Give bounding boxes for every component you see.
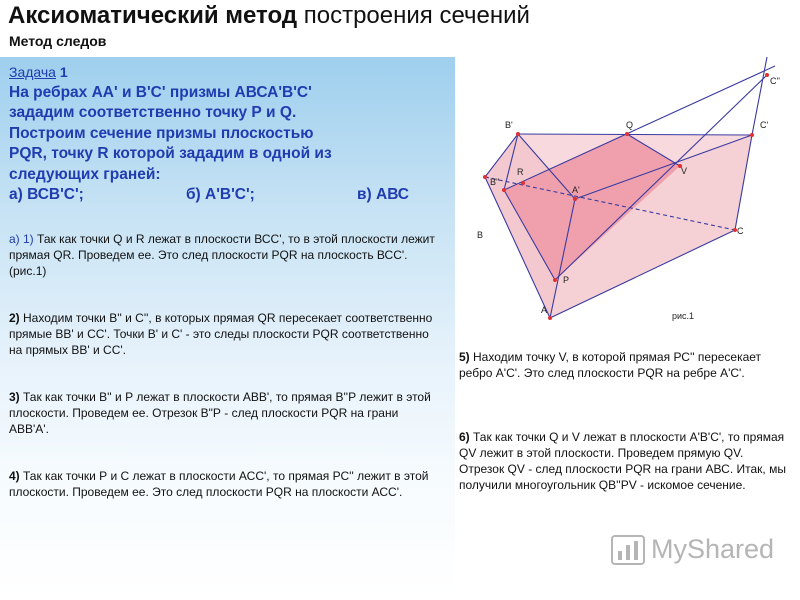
step-6: 6) Так как точки Q и V лежат в плоскости А'В'С', то прямая QV лежит в этой плоскости. Проведем прямую QV. Отрезок QV - след плоскости PQR на грани АВС. Итак, мы получили многоугольник QB''PV - искомое сечение. <box>459 430 786 492</box>
page-subtitle: Метод следов <box>9 33 107 49</box>
step-1: а) 1) Так как точки Q и R лежат в плоскости ВСС', то в этой плоскости лежит прямая QR. Проведем ее. Это след плоскости PQR на плоскость ВСС'. (рис.1) <box>9 232 435 278</box>
option-a: а) ВСВ'С'; <box>9 186 84 203</box>
watermark-logo-icon <box>611 535 645 565</box>
option-c: в) АВС <box>357 186 409 203</box>
task-options <box>9 185 409 206</box>
label-p: P <box>563 275 570 285</box>
point-cp <box>750 133 754 137</box>
point-a <box>548 316 552 320</box>
option-b: б) А'В'С'; <box>185 186 255 203</box>
label-ap: A' <box>572 185 580 195</box>
page-title: Аксиоматический метод построения сечений <box>8 2 530 29</box>
label-bp: B' <box>505 120 513 130</box>
task-statement: Задача 1 На ребрах АА' и В'С' призмы АВСА'В'С' зададим соответственно точку Р и Q. Построим сечение призмы плоскостью PQR, точку R которой зададим в одной из следующих граней: а) ВСВ'С'; б) А'В'С'; в) АВС <box>9 62 449 206</box>
point-ap <box>573 197 577 201</box>
label-q: Q <box>626 120 634 130</box>
watermark <box>611 534 774 565</box>
label-c: C <box>737 226 744 236</box>
point-p <box>553 278 557 282</box>
step-3: 3) Так как точки В'' и Р лежат в плоскости АВВ', то прямая В''Р лежит в этой плоскости. Проведем ее. Отрезок В"Р - след плоскости PQR на грани АВВ'А'. <box>9 390 431 436</box>
label-cpp: C'' <box>770 76 780 86</box>
point-q <box>625 132 629 136</box>
task-line: зададим соответственно точку Р и Q. <box>9 104 297 121</box>
label-v: V <box>681 166 688 176</box>
watermark-text: MyShared <box>651 534 775 564</box>
label-r: R <box>517 167 524 177</box>
task-line: следующих граней: <box>9 165 161 183</box>
label-bpp: B'' <box>490 177 500 187</box>
label-a: A <box>541 305 548 315</box>
point-b <box>483 175 487 179</box>
label-b: B <box>477 230 484 240</box>
task-line: Построим сечение призмы плоскостью <box>9 124 314 142</box>
step-4: 4) Так как точки Р и С лежат в плоскости АСС', то прямая РС'' лежит в этой плоскости. Проведем ее. Это след плоскости PQR на плоскости АСС'. <box>9 469 429 499</box>
figure-caption: рис.1 <box>672 311 695 321</box>
label-cp: C' <box>760 120 769 130</box>
task-link[interactable]: Задача <box>9 64 56 80</box>
task-line: На ребрах АА' и В'С' призмы АВСА'В'С' <box>9 83 312 101</box>
point-bpp <box>502 188 506 192</box>
step-5: 5) Находим точку V, в которой прямая РС'' пересекает ребро А'С'. Это след плоскости PQR на ребре А'С'. <box>459 350 762 380</box>
point-bp <box>516 132 520 136</box>
step-2: 2) Находим точки В'' и С'', в которых прямая QR пересекает соответственно прямые ВВ' и СС'. Точки В' и С' - это следы плоскости PQR соответственно на прямых ВВ' и СС'. <box>9 311 433 357</box>
point-r <box>521 181 525 185</box>
point-cpp <box>765 73 769 77</box>
task-line: PQR, точку R которой зададим в одной из <box>9 145 332 162</box>
prism-diagram <box>455 57 800 335</box>
